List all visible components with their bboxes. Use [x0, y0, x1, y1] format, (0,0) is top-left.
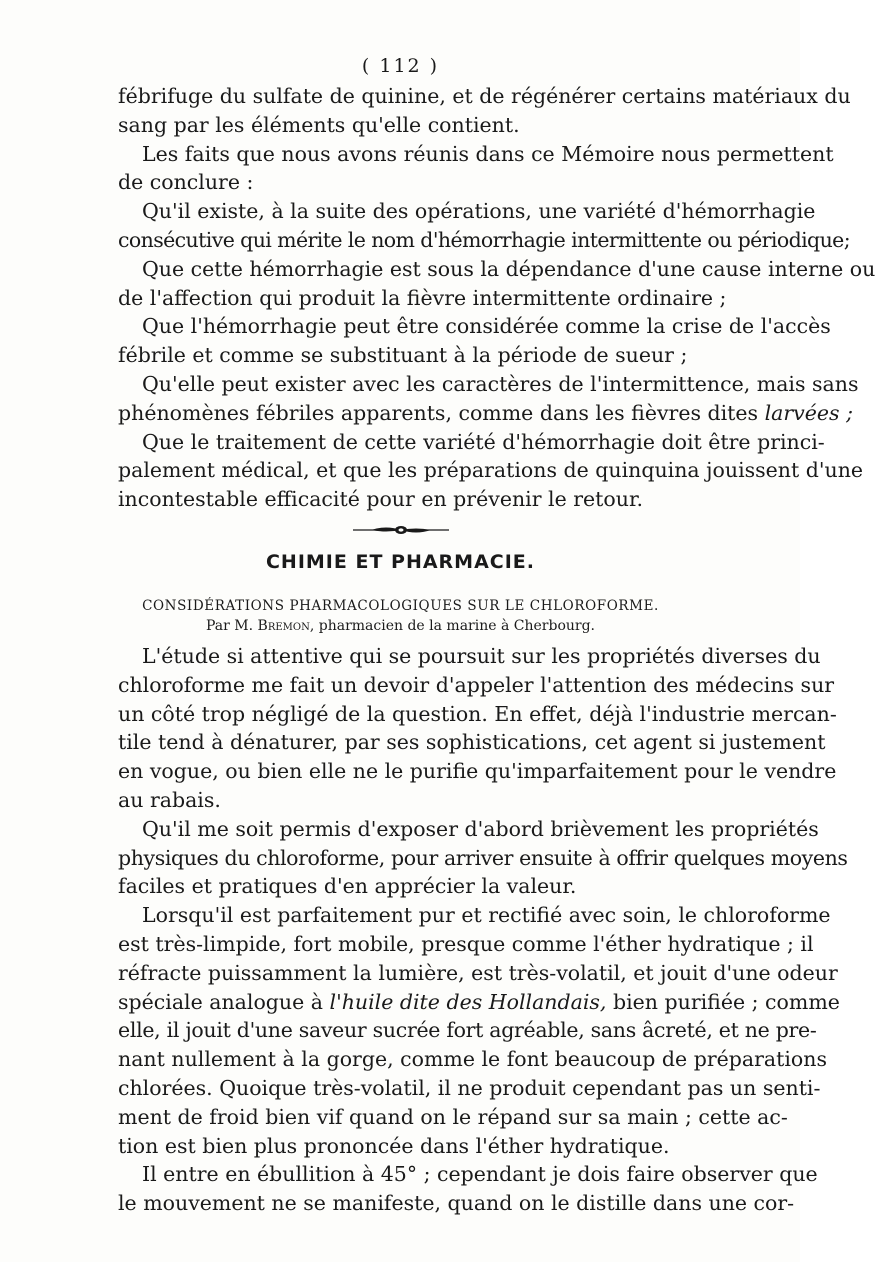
ornament-icon — [351, 524, 451, 536]
text-line: incontestable efficacité pour en prévenir le retour. — [118, 487, 644, 512]
text-line: elle, il jouit d'une saveur sucrée fort agréable, sans âcreté, et ne pre- — [118, 1018, 817, 1043]
italic-text: l'huile dite des Hollandais, — [329, 989, 607, 1014]
author-name: Bremon, — [257, 617, 315, 634]
text-line: Il entre en ébullition à 45° ; cependant je dois faire observer que — [142, 1162, 818, 1187]
text-line: Qu'il existe, à la suite des opérations, une variété d'hémorrhagie — [142, 199, 816, 224]
section-title: CHIMIE ET PHARMACIE. — [265, 550, 536, 573]
text-line: réfracte puissamment la lumière, est très-volatil, et jouit d'une odeur — [118, 960, 838, 985]
text-run: bien purifiée ; comme — [612, 989, 840, 1014]
text-line: Que l'hémorrhagie peut être considérée comme la crise de l'accès — [142, 314, 831, 339]
text-line: consécutive qui mérite le nom d'hémorrhagie intermittente ou périodique; — [118, 227, 851, 252]
text-run: phénomènes fébriles apparents, comme dans les fièvres dites — [118, 400, 759, 425]
text-line: est très-limpide, fort mobile, presque comme l'éther hydratique ; il — [118, 931, 814, 956]
page-text — [118, 54, 875, 1218]
article-title: CONSIDÉRATIONS PHARMACOLOGIQUES SUR LE CHLOROFORME. — [142, 597, 659, 614]
byline-prefix: Par M. — [206, 617, 254, 634]
text-line — [118, 988, 840, 1017]
text-line: Qu'elle peut exister avec les caractères de l'intermittence, mais sans — [142, 371, 859, 396]
text-line: Qu'il me soit permis d'exposer d'abord brièvement les propriétés — [142, 816, 819, 841]
text-line: fébrile et comme se substituant à la période de sueur ; — [118, 343, 688, 368]
page-number: ( 112 ) — [361, 55, 440, 77]
section-divider-ornament — [351, 524, 451, 536]
text-line: sang par les éléments qu'elle contient. — [118, 112, 520, 137]
text-line: au rabais. — [118, 787, 221, 812]
byline-suffix: pharmacien de la marine à Cherbourg. — [318, 617, 595, 634]
text-line: L'étude si attentive qui se poursuit sur les propriétés diverses du — [142, 643, 821, 668]
text-line: chloroforme me fait un devoir d'appeler l'attention des médecins sur — [118, 672, 835, 697]
text-line: tile tend à dénaturer, par ses sophistications, cet agent si justement — [118, 730, 826, 755]
text-line: de l'affection qui produit la fièvre intermittente ordinaire ; — [118, 285, 727, 310]
text-line: Que cette hémorrhagie est sous la dépendance d'une cause interne ou — [142, 256, 875, 281]
text-line: nant nullement à la gorge, comme le font beaucoup de préparations — [118, 1047, 827, 1072]
byline — [118, 616, 683, 636]
text-line: en vogue, ou bien elle ne le purifie qu'imparfaitement pour le vendre — [118, 759, 837, 784]
text-line: de conclure : — [118, 170, 254, 195]
text-line: Les faits que nous avons réunis dans ce Mémoire nous permettent — [142, 141, 834, 166]
text-line: faciles et pratiques d'en apprécier la valeur. — [118, 874, 577, 899]
text-line: ment de froid bien vif quand on le répand sur sa main ; cette ac- — [118, 1104, 788, 1129]
text-line: palement médical, et que les préparations de quinquina jouissent d'une — [118, 458, 864, 483]
text-line: Lorsqu'il est parfaitement pur et rectifié avec soin, le chloroforme — [142, 903, 831, 928]
italic-text: larvées ; — [764, 400, 853, 425]
text-line: physiques du chloroforme, pour arriver ensuite à offrir quelques moyens — [118, 845, 848, 870]
text-line: Que le traitement de cette variété d'hémorrhagie doit être princi- — [142, 429, 825, 454]
text-line: un côté trop négligé de la question. En effet, déjà l'industrie mercan- — [118, 701, 837, 726]
text-line: fébrifuge du sulfate de quinine, et de régénérer certains matériaux du — [118, 84, 851, 108]
text-line: chlorées. Quoique très-volatil, il ne produit cependant pas un senti- — [118, 1075, 821, 1100]
text-line: le mouvement ne se manifeste, quand on le distille dans une cor- — [118, 1191, 795, 1216]
text-line: tion est bien plus prononcée dans l'éther hydratique. — [118, 1133, 670, 1158]
text-line — [118, 399, 853, 428]
text-run: spéciale analogue à — [118, 989, 323, 1014]
